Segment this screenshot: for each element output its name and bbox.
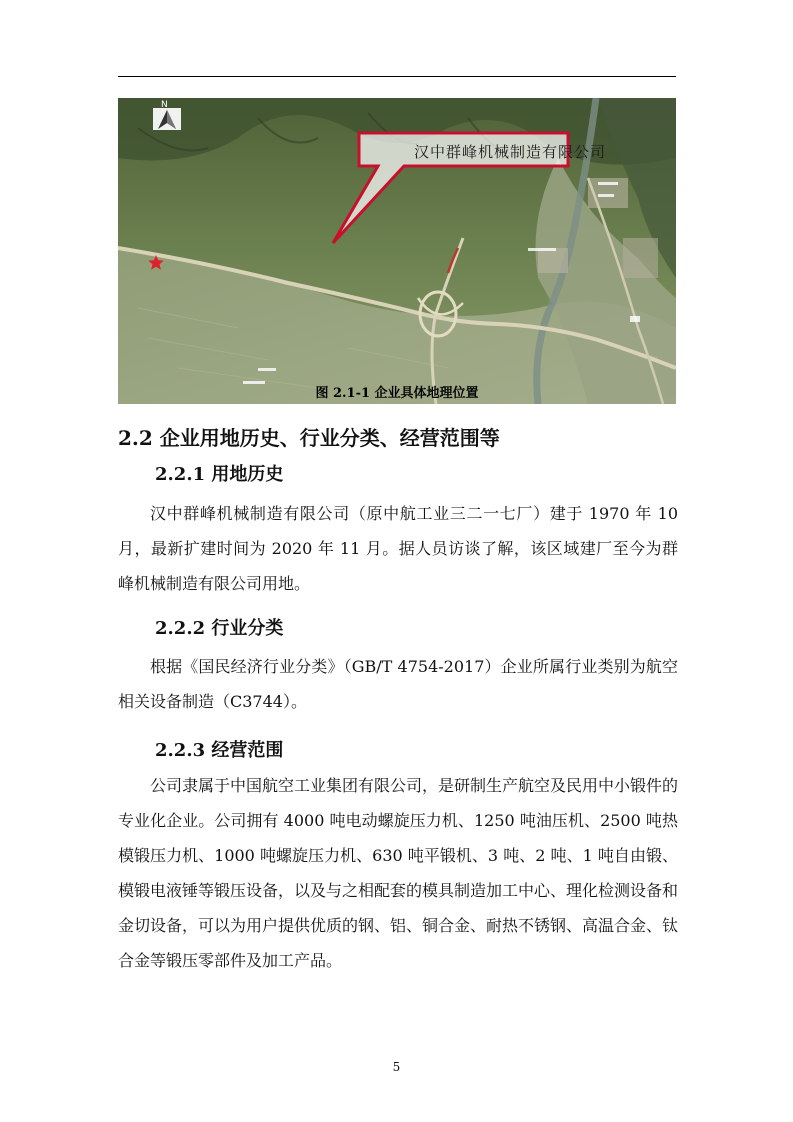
satellite-map-figure [118,98,676,404]
north-label: N [161,100,168,110]
paragraph-business-scope: 公司隶属于中国航空工业集团有限公司，是研制生产航空及民用中小锻件的专业化企业。公司拥有 4000 吨电动螺旋压力机、1250 吨油压机、2500 吨热模锻压力机、1000 吨螺旋压力机、630 吨平锻机、3 吨、2 吨、1 吨自由锻、模锻电液锤等锻压设备，以及与之相配套的模具制造加工中心、理化检测设备和金切设备，可以为用户提供优质的钢、铝、铜合金、耐热不锈钢、高温合金、钛合金等锻压零部件及加工产品。 [118,776,679,970]
callout-label: 汉中群峰机械制造有限公司 [414,143,607,161]
paragraph-land-history: 汉中群峰机械制造有限公司（原中航工业三二一七厂）建于 1970 年 10 月，最新扩建时间为 2020 年 11 月。据人员访谈了解，该区域建厂至今为群峰机械制造有限公司用地。 [118,504,678,593]
subsection-heading-business-scope: 2.2.3 经营范围 [155,740,284,761]
figure-caption: 图 2.1-1 企业具体地理位置 [315,386,479,401]
subsection-heading-land-history: 2.2.1 用地历史 [155,464,284,485]
section-heading: 2.2 企业用地历史、行业分类、经营范围等 [118,426,500,450]
page-number: 5 [392,1060,401,1074]
subsection-heading-industry: 2.2.2 行业分类 [155,618,284,639]
paragraph-industry: 根据《国民经济行业分类》（GB/T 4754-2017）企业所属行业类别为航空相关设备制造（C3744）。 [118,657,678,711]
header-rule [118,76,676,77]
